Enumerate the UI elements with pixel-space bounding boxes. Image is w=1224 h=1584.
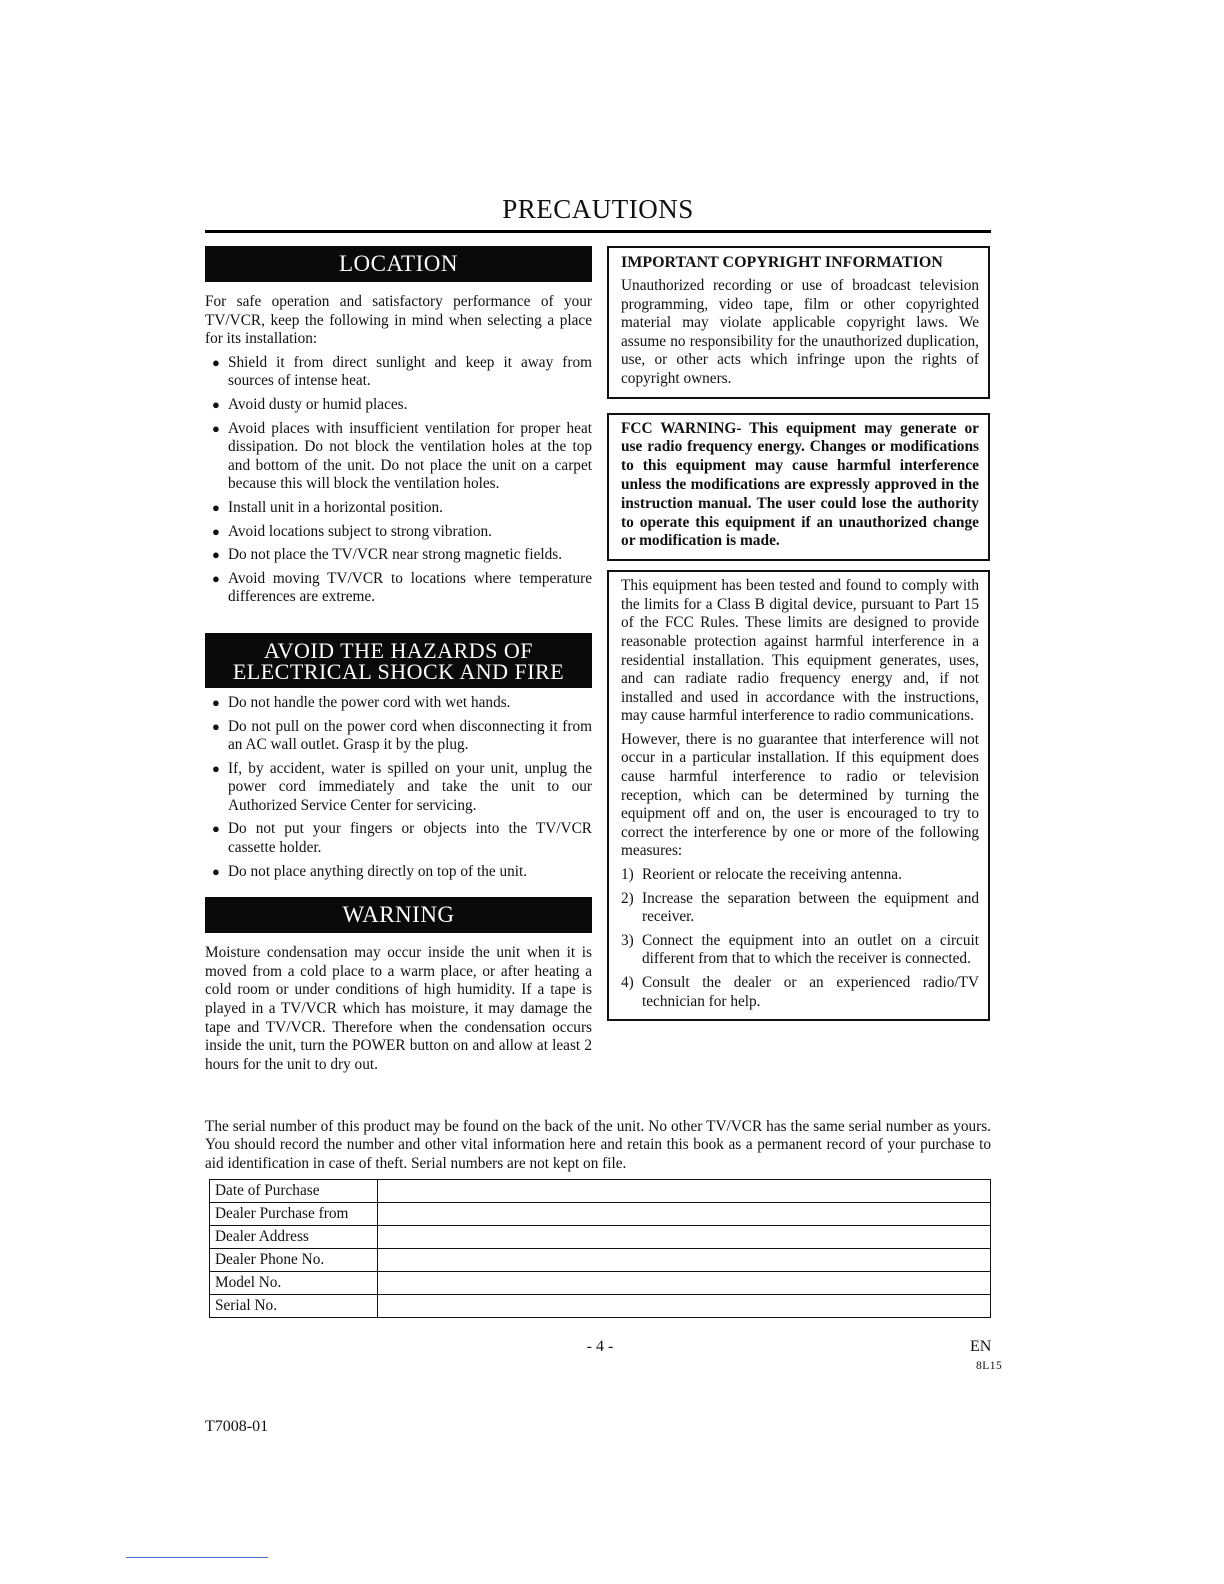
location-intro: For safe operation and satisfactory performance of your TV/VCR, keep the following in mind when selecting a place for its installation: <box>205 293 592 348</box>
left-column <box>205 246 592 1074</box>
hazards-list <box>205 694 592 881</box>
fcc-warning-box <box>607 413 990 562</box>
title-rule <box>205 230 991 233</box>
fcc-compliance-para1: This equipment has been tested and found to comply with the limits for a Class B digital device, pursuant to Part 15 of the FCC Rules. These limits are designed to provide reasonable protection against harmful interference in a residential installation. This equipment generates, uses, and can radiate radio frequency energy and, if not installed and used in accordance with the instructions, may cause harmful interference to radio communications. <box>621 577 979 725</box>
table-row <box>210 1272 991 1295</box>
record-label: Dealer Purchase from <box>210 1203 378 1226</box>
page-title: PRECAUTIONS <box>502 194 694 224</box>
list-item: ● Install unit in a horizontal position. <box>212 498 443 516</box>
right-column <box>607 246 990 1021</box>
bullet-icon: ● <box>212 523 220 539</box>
list-item: ● Do not place anything directly on top of the unit. <box>212 862 528 880</box>
list-item: ● Avoid locations subject to strong vibration. <box>212 522 492 540</box>
list-item: ● Shield it from direct sunlight and keep it away from sources of intense heat. <box>212 353 592 390</box>
record-label: Model No. <box>210 1272 378 1295</box>
hazards-heading: AVOID THE HAZARDS OF ELECTRICAL SHOCK AND FIRE <box>205 633 592 688</box>
record-label: Serial No. <box>210 1295 378 1318</box>
list-item: ● Avoid moving TV/VCR to locations where temperature differences are extreme. <box>212 569 592 606</box>
list-item: 3) Connect the equipment into an outlet on a circuit different from that to which the receiver is connected. <box>621 931 979 968</box>
purchase-record-table <box>209 1179 991 1318</box>
table-row <box>210 1226 991 1249</box>
list-item: ● If, by accident, water is spilled on your unit, unplug the power cord immediately and take the unit to our Authorized Service Center for servicing. <box>212 759 592 814</box>
bullet-icon: ● <box>212 396 220 412</box>
table-row <box>210 1249 991 1272</box>
list-item: 2) Increase the separation between the equipment and receiver. <box>621 889 979 926</box>
copyright-box <box>607 246 990 399</box>
warning-heading: WARNING <box>205 897 592 933</box>
bullet-icon: ● <box>212 570 220 586</box>
bullet-icon: ● <box>212 718 220 734</box>
location-heading: LOCATION <box>205 246 592 282</box>
record-value-field[interactable] <box>378 1226 991 1249</box>
list-item: ● Avoid dusty or humid places. <box>212 395 408 413</box>
bottom-link-line <box>126 1557 268 1558</box>
fcc-compliance-para2: However, there is no guarantee that interference will not occur in a particular installation. If this equipment does cause harmful interference to radio or television reception, which can be determined by turning the equipment off and on, the user is encouraged to try to correct the interference by one or more of the following measures: <box>621 730 979 860</box>
bullet-icon: ● <box>212 499 220 515</box>
serial-note: The serial number of this product may be found on the back of the unit. No other TV/VCR has the same serial number as yours. You should record the number and other vital information here and retain this book as a permanent record of your purchase to aid identification in case of theft. Serial numbers are not kept on file. <box>205 1118 991 1172</box>
document-code: T7008-01 <box>205 1418 269 1435</box>
bullet-icon: ● <box>212 354 220 370</box>
copyright-text: Unauthorized recording or use of broadcast television programming, video tape, film or other copyrighted material may violate applicable copyright laws. We assume no responsibility for the unauthorized duplication, use, or other acts which infringe upon the rights of copyright owners. <box>621 277 979 387</box>
list-item: ● Do not place the TV/VCR near strong magnetic fields. <box>212 546 563 564</box>
measures-list <box>621 866 979 1011</box>
bullet-icon: ● <box>212 694 220 710</box>
list-item: 4) Consult the dealer or an experienced radio/TV technician for help. <box>621 974 979 1010</box>
location-list <box>205 354 592 607</box>
record-value-field[interactable] <box>378 1180 991 1203</box>
list-item: ● Do not put your fingers or objects into the TV/VCR cassette holder. <box>212 820 592 857</box>
table-row <box>210 1203 991 1226</box>
bullet-icon: ● <box>212 821 220 837</box>
list-item: ● Do not pull on the power cord when disconnecting it from an AC wall outlet. Grasp it by the plug. <box>212 717 592 754</box>
language-code: EN <box>970 1338 992 1355</box>
record-label: Date of Purchase <box>210 1180 378 1203</box>
fcc-compliance-box <box>607 570 990 1021</box>
copyright-heading: IMPORTANT COPYRIGHT INFORMATION <box>621 254 943 271</box>
list-item: ● Do not handle the power cord with wet hands. <box>212 693 511 711</box>
model-code: 8L15 <box>976 1360 1003 1372</box>
record-value-field[interactable] <box>378 1272 991 1295</box>
record-label: Dealer Phone No. <box>210 1249 378 1272</box>
bullet-icon: ● <box>212 420 220 436</box>
table-row <box>210 1180 991 1203</box>
record-label: Dealer Address <box>210 1226 378 1249</box>
list-item: ● Avoid places with insufficient ventilation for proper heat dissipation. Do not block the ventilation holes at the top and bottom of the unit. Do not place the unit on a carpet because this will block the ventilation holes. <box>212 419 592 493</box>
warning-text: Moisture condensation may occur inside the unit when it is moved from a cold place to a warm place, or after heating a cold room or under conditions of high humidity. If a tape is played in a TV/VCR which has moisture, it may damage the tape and TV/VCR. Therefore when the condensation occurs inside the unit, turn the POWER button on and allow at least 2 hours for the unit to dry out. <box>205 944 592 1073</box>
table-row <box>210 1295 991 1318</box>
bullet-icon: ● <box>212 760 220 776</box>
record-value-field[interactable] <box>378 1249 991 1272</box>
bullet-icon: ● <box>212 863 220 879</box>
list-item: 1) Reorient or relocate the receiving antenna. <box>621 866 902 884</box>
record-value-field[interactable] <box>378 1203 991 1226</box>
fcc-warning-text: FCC WARNING- This equipment may generate or use radio frequency energy. Changes or modifications to this equipment may cause harmful interference unless the modifications are expressly approved in the instruction manual. The user could lose the authority to operate this equipment if an unauthorized change or modification is made. <box>621 419 979 550</box>
bullet-icon: ● <box>212 547 220 563</box>
record-value-field[interactable] <box>378 1295 991 1318</box>
page-number: - 4 - <box>586 1338 614 1355</box>
